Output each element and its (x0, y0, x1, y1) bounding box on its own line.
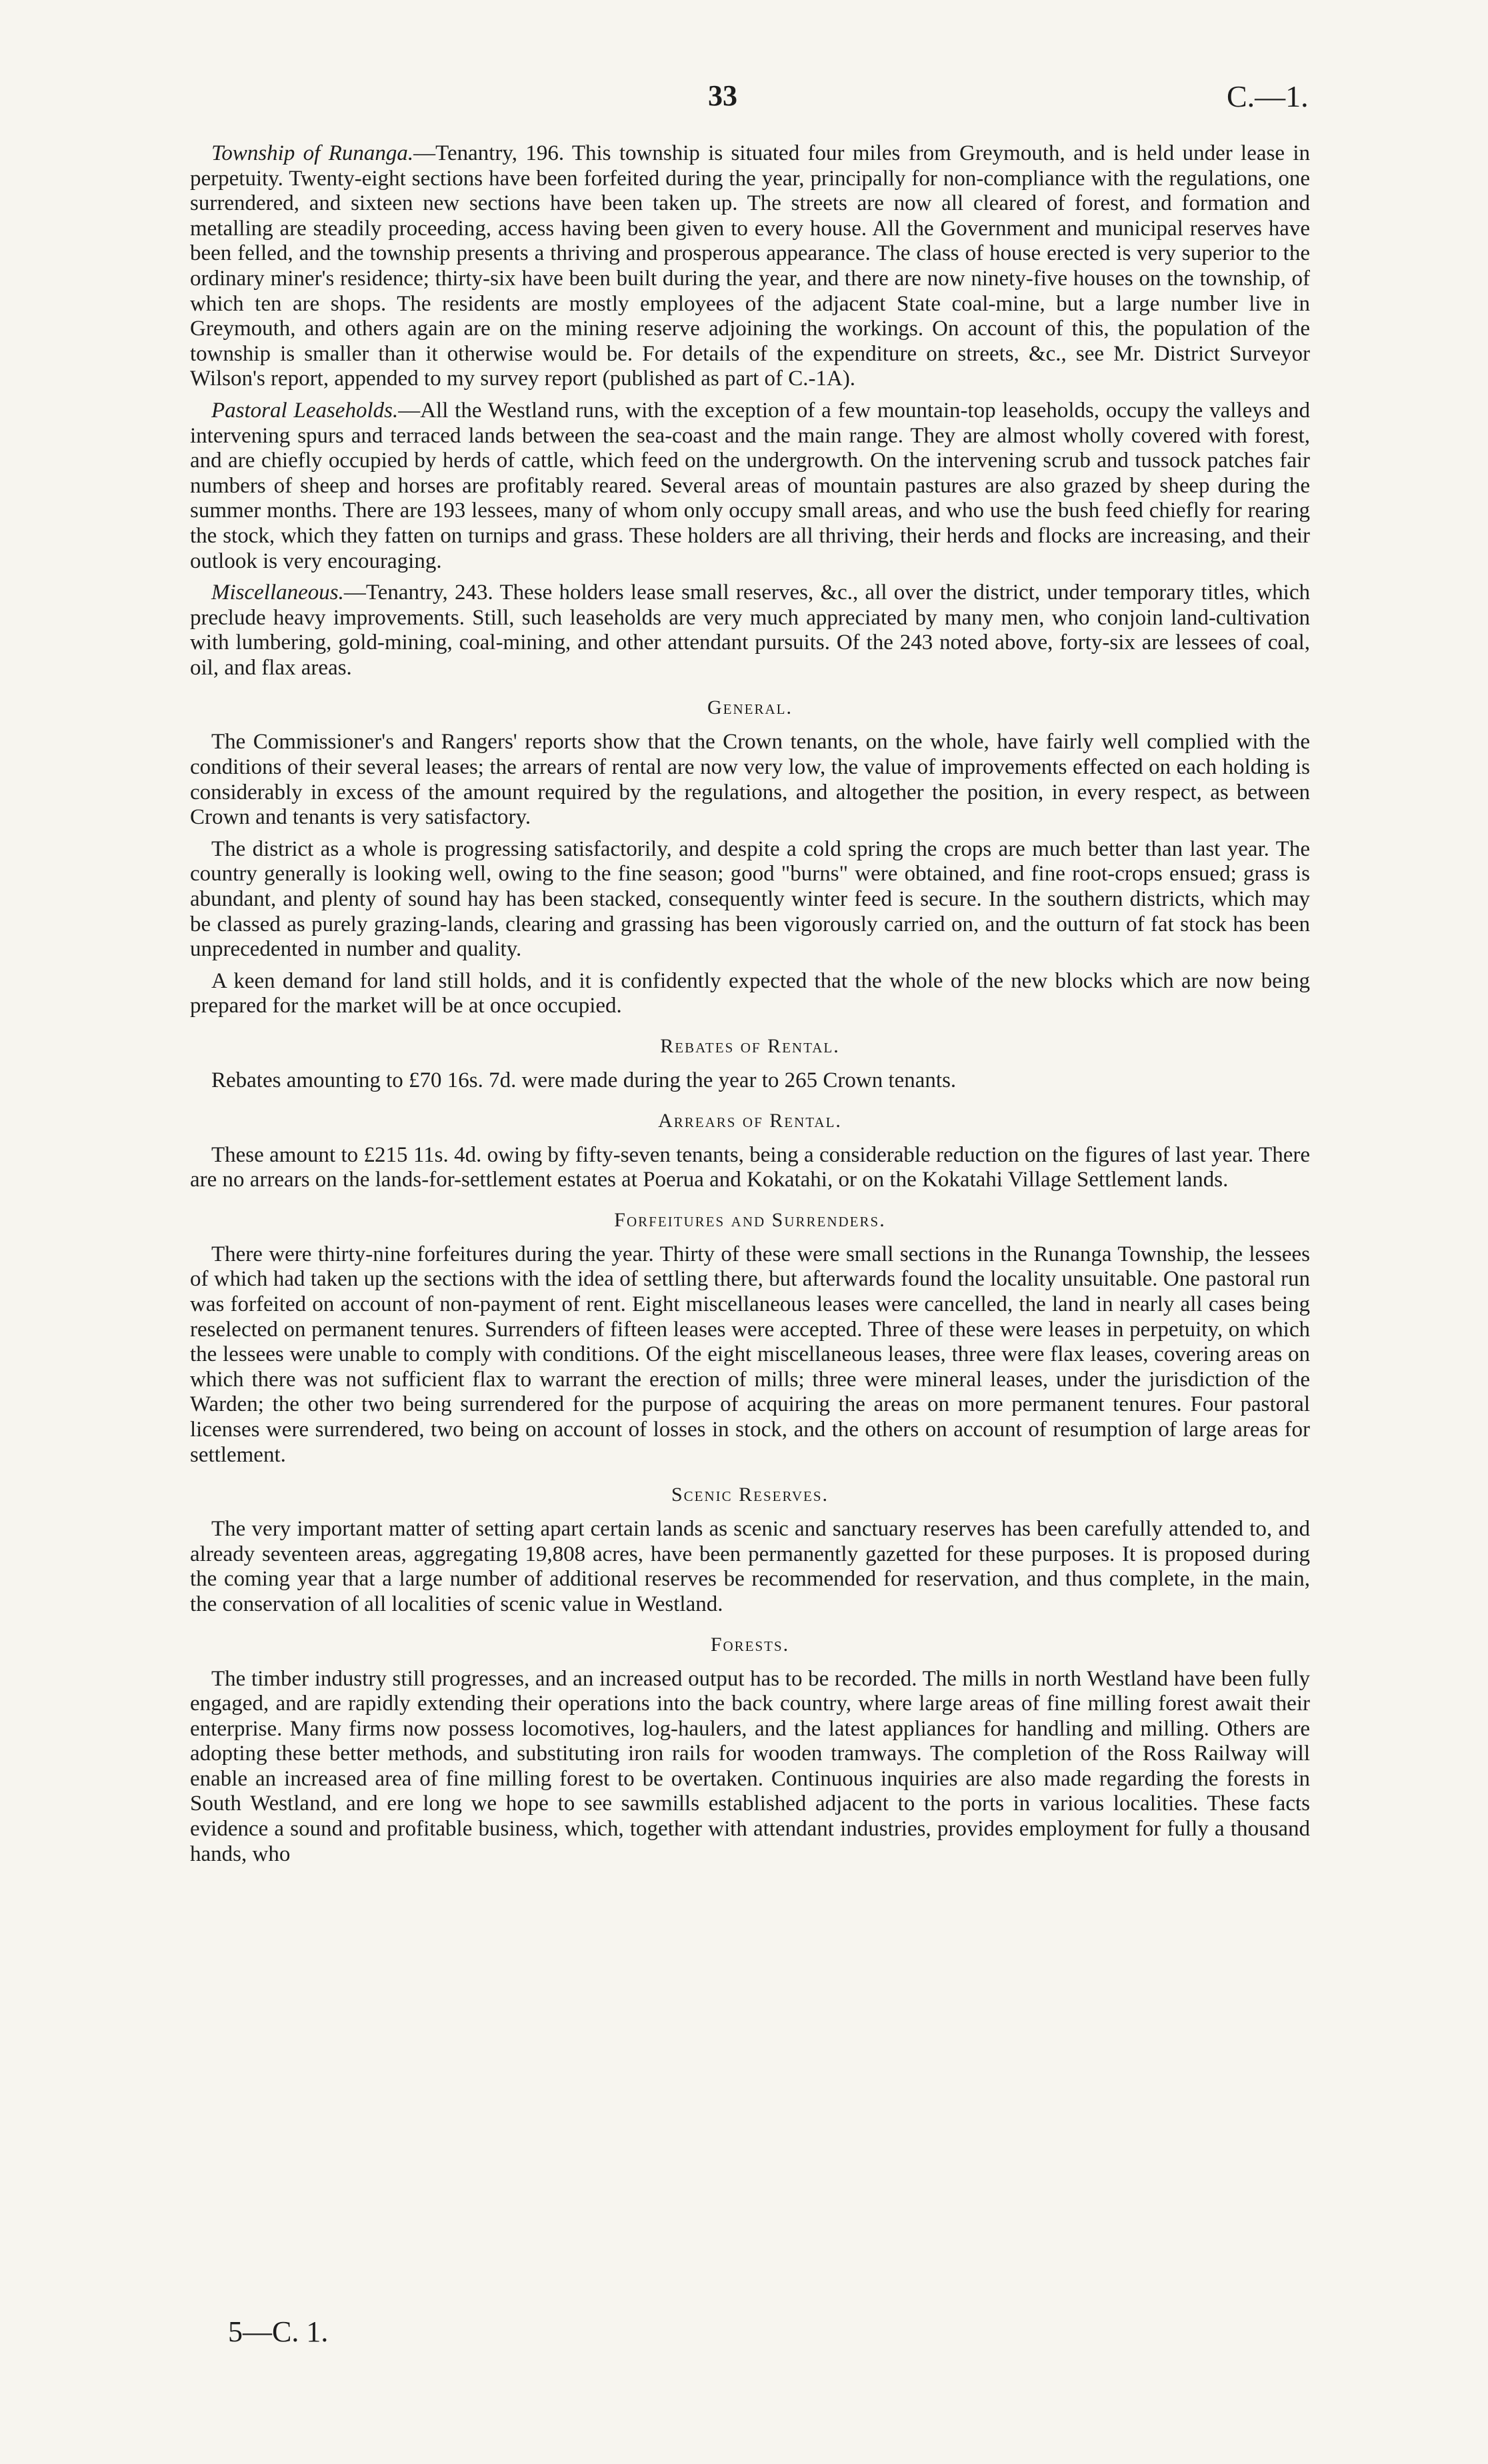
paragraph-forests: The timber industry still progresses, and an increased output has to be recorded. The mills in north Westland have been fully engaged, and are rapidly extending their operations into the back country, where large areas of fine milling forest await their enterprise. Many firms now possess locomotives, log-haulers, and the latest appliances for handling and milling. Others are adopting these better methods, and substituting iron rails for wooden tramways. The completion of the Ross Railway will enable an increased area of fine milling forest to be overtaken. Continuous inquiries are also made regarding the forests in South Westland, and ere long we hope to see sawmills established adjacent to the ports in various localities. These facts evidence a sound and profitable business, which, together with attendant industries, provides employment for fully a thousand hands, who (190, 1666, 1310, 1866)
paragraph-general-2: The district as a whole is progressing satisfactorily, and despite a cold spring the crops are much better than last year. The country generally is looking well, owing to the fine season; good "burns" were obtained, and fine root-crops ensued; grass is abundant, and plenty of sound hay has been stacked, consequently winter feed is secure. In the southern districts, which may be classed as purely grazing-lands, clearing and grassing has been vigorously carried on, and the outturn of fat stock has been unprecedented in number and quality. (190, 836, 1310, 962)
section-heading-arrears: Arrears of Rental. (658, 1109, 842, 1132)
section-heading-forfeitures: Forfeitures and Surrenders. (614, 1208, 886, 1231)
section-heading-forests: Forests. (710, 1633, 790, 1656)
paragraph-general-3: A keen demand for land still holds, and it is confidently expected that the whole of the new blocks which are now being prepared for the market will be at once occupied. (190, 968, 1310, 1018)
section-heading-scenic-reserves: Scenic Reserves. (671, 1484, 829, 1506)
paragraph-miscellaneous: Miscellaneous.—Tenantry, 243. These holders lease small reserves, &c., all over the district, under temporary titles, which preclude heavy improvements. Still, such leaseholds are very much appreciated by many men, who conjoin land-cultivation with lumbering, gold-mining, coal-mining, and other attendant pursuits. Of the 243 noted above, forty-six are lessees of coal, oil, and flax areas. (190, 581, 1310, 680)
paragraph-rebates: Rebates amounting to £70 16s. 7d. were made during the year to 265 Crown tenants. (211, 1068, 957, 1092)
paragraph-general-1: The Commissioner's and Rangers' reports show that the Crown tenants, on the whole, have fairly well complied with the conditions of their several leases; the arrears of rental are now very low, the value of improvements effected on each holding is considerably in excess of the amount required by the regulations, and altogether the position, in every respect, as between Crown and tenants is very satisfactory. (190, 730, 1310, 830)
signature-mark: 5—C. 1. (228, 2315, 329, 2348)
document-reference: C.—1. (1227, 79, 1309, 113)
paragraph-scenic-reserves: The very important matter of setting apart certain lands as scenic and sanctuary reserves has been carefully attended to, and already seventeen areas, aggregating 19,808 acres, have been permanently gazetted for these purposes. It is proposed during the coming year that a large number of additional reserves be recommended for reservation, and thus complete, in the main, the conservation of all localities of scenic value in Westland. (190, 1517, 1310, 1616)
section-heading-rebates: Rebates of Rental. (660, 1035, 840, 1057)
paragraph-forfeitures: There were thirty-nine forfeitures during the year. Thirty of these were small sections in the Runanga Township, the lessees of which had taken up the sections with the idea of settling there, but afterwards found the locality unsuitable. One pastoral run was forfeited on account of non-payment of rent. Eight miscellaneous leases were cancelled, the land in nearly all cases being reselected on permanent tenures. Surrenders of fifteen leases were accepted. Three of these were leases in perpetuity, on which the lessees were unable to comply with conditions. Of the eight miscellaneous leases, three were flax leases, covering areas on which there was not sufficient flax to warrant the erection of mills; three were mineral leases, under the jurisdiction of the Warden; the other two being surrendered for the purpose of acquiring the areas on more permanent tenures. Four pastoral licenses were surrendered, two being on account of losses in stock, and the others on account of resumption of large areas for settlement. (190, 1242, 1310, 1467)
page-number: 33 (708, 79, 737, 112)
paragraph-township-runanga: Township of Runanga.—Tenantry, 196. This township is situated four miles from Greymouth, and is held under lease in perpetuity. Twenty-eight sections have been forfeited during the year, principally for non-compliance with the regulations, one surrendered, and sixteen new sections have been taken up. The streets are now all cleared of forest, and formation and metalling are steadily proceeding, access having been given to every house. All the Government and municipal reserves have been felled, and the township presents a thriving and prosperous appearance. The class of house erected is very superior to the ordinary miner's residence; thirty-six have been built during the year, and there are now ninety-five houses on the township, of which ten are shops. The residents are mostly employees of the adjacent State coal-mine, but a large number live in Greymouth, and others again are on the mining reserve adjoining the workings. On account of this, the population of the township is smaller than it otherwise would be. For details of the expenditure on streets, &c., see Mr. District Surveyor Wilson's report, appended to my survey report (published as part of C.-1A). (190, 141, 1310, 391)
section-heading-general: General. (707, 696, 793, 719)
paragraph-pastoral-leaseholds: Pastoral Leaseholds.—All the Westland runs, with the exception of a few mountain-top leaseholds, occupy the valleys and intervening spurs and terraced lands between the sea-coast and the main range. They are almost wholly covered with forest, and are chiefly occupied by herds of cattle, which feed on the undergrowth. On the intervening scrub and tussock patches fair numbers of sheep and horses are profitably reared. Several areas of mountain pastures are also grazed by sheep during the summer months. There are 193 lessees, many of whom only occupy small areas, and who use the bush feed chiefly for rearing the stock, which they fatten on turnips and grass. These holders are all thriving, their herds and flocks are increasing, and their outlook is very encouraging. (190, 398, 1310, 573)
report-body (190, 141, 1310, 1873)
paragraph-arrears: These amount to £215 11s. 4d. owing by fifty-seven tenants, being a considerable reduction on the figures of last year. There are no arrears on the lands-for-settlement estates at Poerua and Kokatahi, or on the Kokatahi Village Settlement lands. (190, 1142, 1310, 1192)
